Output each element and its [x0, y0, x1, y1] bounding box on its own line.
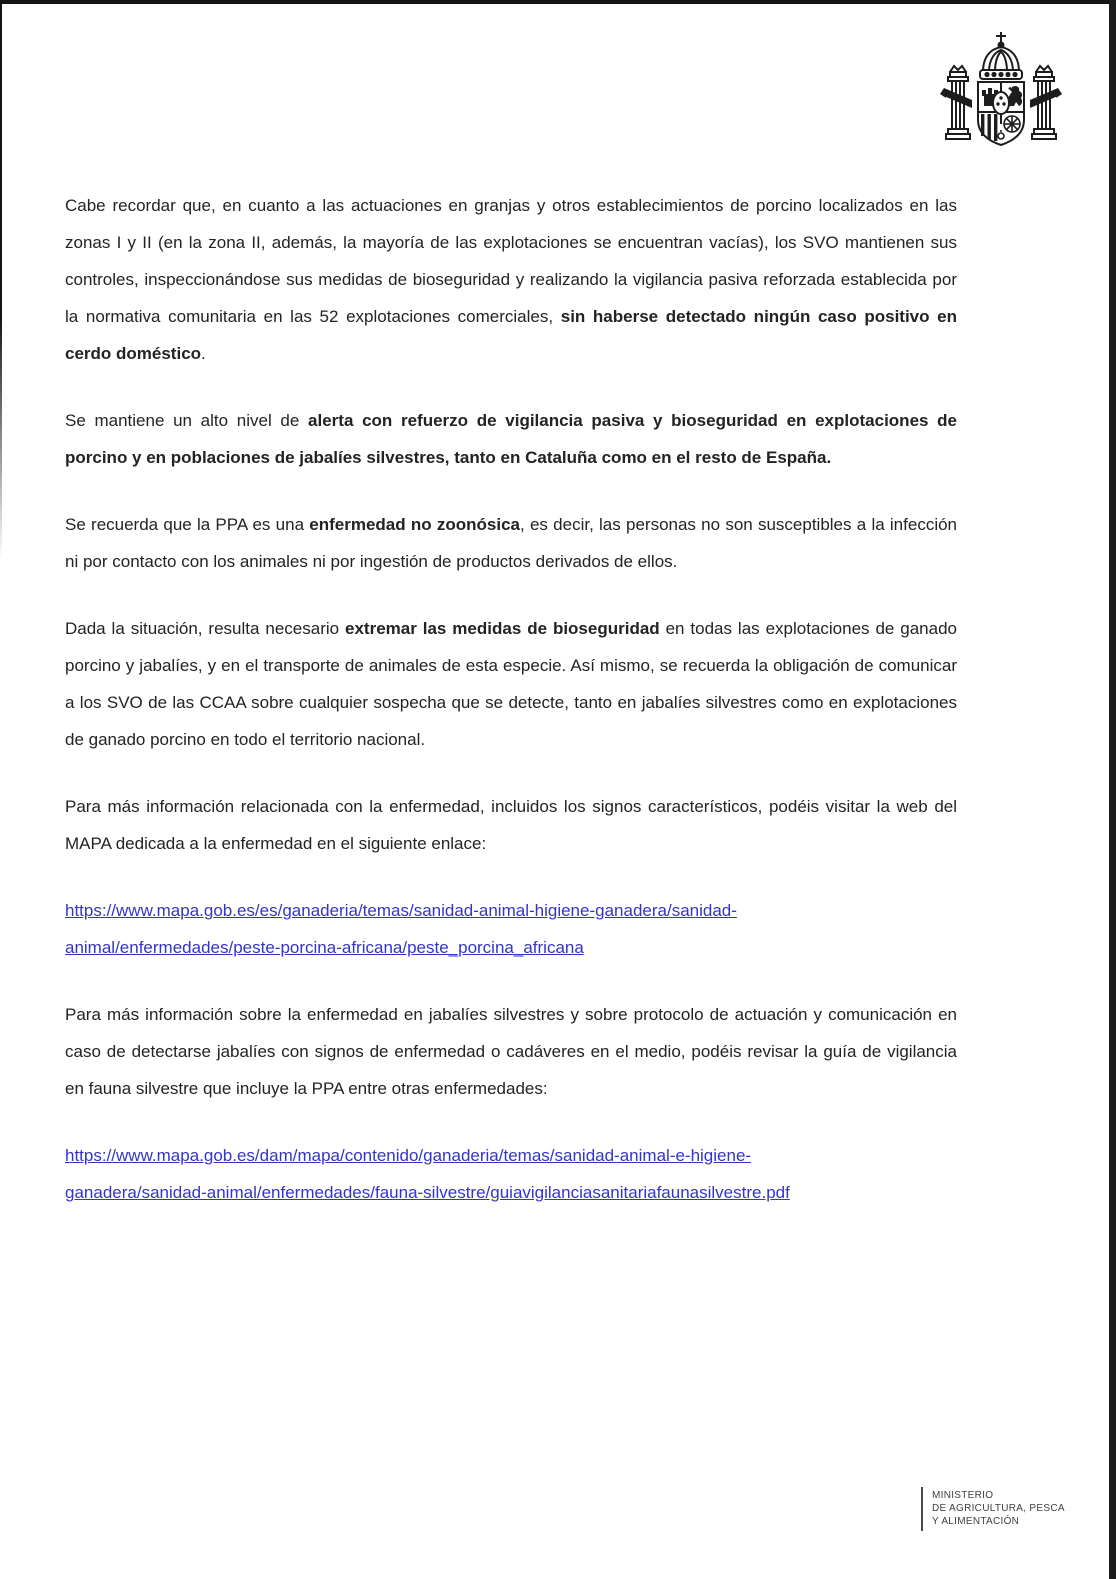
paragraph-no-zoonosica	[65, 506, 957, 580]
link-guia-vigilancia-fauna-silvestre[interactable]: https://www.mapa.gob.es/dam/mapa/contenido/ganaderia/temas/sanidad-animal-e-higiene- ganadera/sanidad-animal/enfermedades/fauna-silvestre/guiavigilanciasanitariafaunasilvestre.pdf	[65, 1146, 790, 1202]
document-body	[65, 187, 957, 1241]
paragraph-mas-informacion-jabalies	[65, 996, 957, 1107]
ministry-footer-line-2: DE AGRICULTURA, PESCA	[932, 1503, 1065, 1514]
bold-text-run: sin haberse detectado ningún caso positivo en cerdo doméstico	[65, 307, 957, 363]
text-run: Para más información sobre la enfermedad en jabalíes silvestres y sobre protocolo de actuación y comunicación en caso de detectarse jabalíes con signos de enfermedad o cadáveres en el medio, podéis revisar la guía de vigilancia en fauna silvestre que incluye la PPA entre otras enfermedades:	[65, 1005, 957, 1098]
ministry-footer-logo	[921, 1487, 1065, 1531]
link-guia-vigilancia-fauna-silvestre-paragraph	[65, 1137, 957, 1211]
text-run: Se mantiene un alto nivel de	[65, 411, 309, 430]
text-run: Se recuerda que la PPA es una	[65, 515, 310, 534]
ministry-footer-line-3: Y ALIMENTACIÓN	[932, 1516, 1020, 1527]
paragraph-medidas-bioseguridad	[65, 610, 957, 758]
paragraph-nivel-alerta	[65, 402, 957, 476]
paragraph-mas-informacion-enfermedad	[65, 788, 957, 862]
scan-border-left	[0, 0, 2, 700]
bold-text-run: alerta con refuerzo de vigilancia pasiva y bioseguridad en explotaciones de porcino y en poblaciones de jabalíes silvestres, tanto en Cataluña como en el resto de España.	[65, 411, 957, 467]
link-mapa-peste-porcina-africana-paragraph	[65, 892, 957, 966]
ministry-footer-line-1: MINISTERIO	[932, 1490, 994, 1501]
text-run: Para más información relacionada con la enfermedad, incluidos los signos característicos, podéis visitar la web del MAPA dedicada a la enfermedad en el siguiente enlace:	[65, 797, 957, 853]
scan-border-right	[1109, 0, 1116, 1579]
scan-border-top	[0, 0, 1116, 4]
text-run: Dada la situación, resulta necesario	[65, 619, 346, 638]
bold-text-run: enfermedad no zoonósica	[309, 515, 521, 534]
text-run: .	[201, 344, 206, 363]
text-run: , es decir, las personas no son susceptibles a la infección ni por contacto con los animales ni por ingestión de productos derivados de ellos.	[65, 515, 958, 571]
link-mapa-peste-porcina-africana[interactable]: https://www.mapa.gob.es/es/ganaderia/temas/sanidad-animal-higiene-ganadera/sanidad- animal/enfermedades/peste-porcina-africana/peste_porcina_africana	[65, 901, 737, 957]
text-run: en todas las explotaciones de ganado porcino y jabalíes, y en el transporte de animales de esta especie. Así mismo, se recuerda la obligación de comunicar a los SVO de las CCAA sobre cualquier sospecha que se detecte, tanto en jabalíes silvestres como en explotaciones de ganado porcino en todo el territorio nacional.	[65, 619, 957, 749]
text-run: Cabe recordar que, en cuanto a las actuaciones en granjas y otros establecimientos de porcino localizados en las zonas I y II (en la zona II, además, la mayoría de las explotaciones se encuentran vacías), los SVO mantienen sus controles, inspeccionándose sus medidas de bioseguridad y realizando la vigilancia pasiva reforzada establecida por la normativa comunitaria en las 52 explotaciones comerciales,	[65, 196, 957, 326]
spain-coat-of-arms-icon	[938, 28, 1064, 154]
bold-text-run: extremar las medidas de bioseguridad	[345, 619, 660, 638]
paragraph-controles-granjas	[65, 187, 957, 372]
